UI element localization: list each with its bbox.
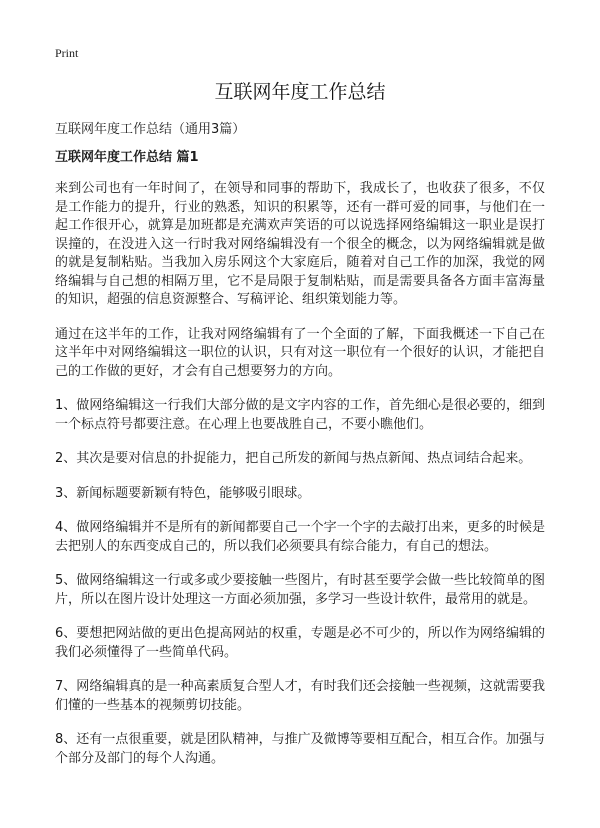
list-item-7: 7、网络编辑真的是一种高素质复合型人才，有时我们还会接触一些视频，这就需要我们懂的一些基本的视频剪切技能。 xyxy=(55,679,545,713)
list-item-3: 3、新闻标题要新颖有特色，能够吸引眼球。 xyxy=(55,485,311,501)
list-item-1: 1、做网络编辑这一行我们大部分做的是文字内容的工作，首先细心是很必要的，细到一个标点符号都要注意。在心理上也要战胜自己，不要小瞧他们。 xyxy=(55,398,545,432)
list-item-6: 6、要想把网站做的更出色提高网站的权重，专题是必不可少的，所以作为网络编辑的我们必须懂得了一些简单代码。 xyxy=(55,626,545,660)
list-item-5: 5、做网络编辑这一行或多或少要接触一些图片，有时甚至要学会做一些比较简单的图片，所以在图片设计处理这一方面必须加强，多学习一些设计软件，最常用的就是。 xyxy=(55,573,545,607)
print-link[interactable]: Print xyxy=(55,46,79,60)
document-body xyxy=(55,180,545,784)
list-item-8: 8、还有一点很重要，就是团队精神，与推广及微博等要相互配合，相互合作。加强与个部分及部门的每个人沟通。 xyxy=(55,732,545,766)
document-title: 互联网年度工作总结 xyxy=(214,81,386,103)
list-item-4: 4、做网络编辑并不是所有的新闻都要自己一个字一个字的去敲打出来，更多的时候是去把别人的东西变成自己的，所以我们必须要具有综合能力，有自己的想法。 xyxy=(55,520,545,554)
document-subtitle: 互联网年度工作总结（通用3篇） xyxy=(55,122,246,137)
section-heading: 互联网年度工作总结 篇1 xyxy=(55,150,199,165)
paragraph-overview: 通过在这半年的工作，让我对网络编辑有了一个全面的了解，下面我概述一下自己在这半年中对网络编辑这一职位的认识，只有对这一职位有一个很好的认识，才能把自己的工作做的更好，才会有自己想要努力的方向。 xyxy=(55,326,545,379)
paragraph-intro: 来到公司也有一年时间了，在领导和同事的帮助下，我成长了，也收获了很多，不仅是工作能力的提升，行业的熟悉，知识的积累等，还有一群可爱的同事，与他们在一起工作很开心，就算是加班都是充满欢声笑语的可以说选择网络编辑这一职业是误打误撞的，在没进入这一行时我对网络编辑没有一个很全的概念，以为网络编辑就是做的就是复制粘贴。当我加入房乐网这个大家庭后，随着对自己工作的加深，我觉的网络编辑与自己想的相隔万里，它不是局限于复制粘贴，而是需要具备各方面丰富海量的知识，超强的信息资源整合、写稿评论、组织策划能力等。 xyxy=(55,181,545,307)
list-item-2: 2、其次是要对信息的扑捉能力，把自己所发的新闻与热点新闻、热点词结合起来。 xyxy=(55,451,532,466)
